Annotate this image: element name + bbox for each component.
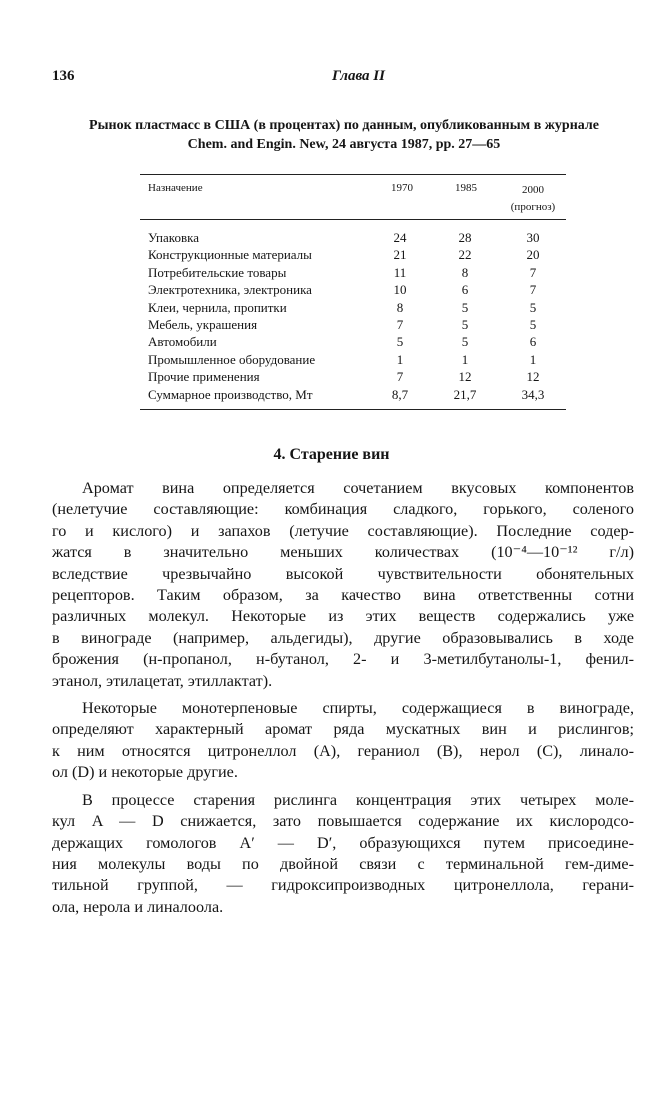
value-1985-cell: 1: [461, 351, 469, 367]
text-line: ола, нерола и линалоола.: [52, 897, 224, 916]
text-line: ол (D) и некоторые другие.: [52, 763, 238, 782]
value-2000-cell: 30: [526, 230, 540, 245]
caption-line: Рынок пластмасс в США (в процентах) по данным, опубликованным в журнале: [89, 118, 599, 133]
table-row: [140, 316, 566, 333]
table-row: [140, 246, 566, 263]
text-line: определяют характерный аромат ряда мускатных вин и рислингов;: [52, 720, 634, 739]
value-1970-cell: 7: [396, 316, 404, 332]
text-line: различных молекул. Некоторые из этих веществ содержались уже: [52, 607, 634, 626]
text-line: рецепторов. Таким образом, за качество вина ответственны сотни: [52, 586, 634, 605]
table-row: [140, 264, 566, 281]
value-2000-cell: 12: [526, 369, 540, 385]
text-line: го и кислого) и запахов (летучие составляющие). Последние содер-: [52, 521, 634, 540]
text-line: Некоторые монотерпеновые спирты, содержащиеся в винограде,: [82, 699, 634, 718]
header-2000-note: (прогноз): [510, 201, 556, 213]
text-line: (нелетучие составляющие: комбинация сладкого, горького, соленого: [52, 500, 634, 519]
text-line: В процессе старения рислинга концентрация этих четырех моле-: [82, 790, 634, 809]
value-1970-cell: 7: [396, 369, 404, 385]
table-row: [140, 386, 566, 403]
running-head: Глава II: [332, 68, 385, 84]
value-1985-cell: 5: [461, 316, 469, 332]
row-name-cell: Конструкционные материалы: [148, 247, 312, 263]
value-1970-cell: 21: [393, 247, 407, 263]
table-bottom-rule: [140, 409, 566, 410]
value-2000-cell: 1: [529, 351, 537, 367]
value-1985-cell: 6: [461, 282, 469, 298]
row-name-cell: Мебель, украшения: [148, 316, 258, 332]
value-1970-cell: 24: [393, 230, 407, 245]
value-1970-cell: 11: [393, 264, 407, 280]
paragraph: [52, 790, 634, 918]
table-row: [140, 333, 566, 350]
header-purpose: Назначение: [148, 182, 203, 194]
row-name-cell: Прочие применения: [148, 369, 260, 385]
value-1970-cell: 10: [393, 282, 407, 298]
value-2000-cell: 20: [526, 247, 540, 263]
value-2000-cell: 5: [529, 316, 537, 332]
table-row: [140, 368, 566, 385]
value-2000-cell: 5: [529, 299, 537, 315]
value-1985-cell: 28: [458, 230, 472, 245]
value-1985-cell: 22: [458, 247, 472, 263]
value-1970-cell: 1: [396, 351, 404, 367]
text-line: этанол, этилацетат, этиллактат).: [52, 671, 273, 690]
value-2000-cell: 7: [529, 264, 537, 280]
row-name-cell: Автомобили: [148, 334, 217, 350]
paragraph: [52, 478, 634, 692]
value-1970-cell: 8: [396, 299, 404, 315]
table-header-row: [140, 175, 566, 219]
value-2000-cell: 34,3: [521, 386, 545, 402]
page-number: 136: [52, 68, 75, 84]
text-line: к ним относятся цитронеллол (A), гераниол (B), нерол (C), линало-: [52, 741, 634, 760]
text-line: брожения (н-пропанол, н-бутанол, 2- и 3-метилбутанолы-1, фенил-: [52, 650, 634, 669]
caption-line: Chem. and Engin. New, 24 августа 1987, pp. 27—65: [187, 137, 501, 152]
table-row: [140, 229, 566, 246]
header-2000-year: 2000: [522, 184, 544, 196]
header-2000: [508, 182, 558, 216]
table-row: [140, 281, 566, 298]
row-name-cell: Потребительские товары: [148, 264, 287, 280]
row-name-cell: Суммарное производство, Мт: [148, 386, 313, 402]
table-row: [140, 299, 566, 316]
paragraph: [52, 698, 634, 784]
header-1970: 1970: [391, 182, 413, 194]
value-1985-cell: 5: [461, 299, 469, 315]
value-1985-cell: 21,7: [453, 386, 477, 402]
row-name-cell: Промышленное оборудование: [148, 351, 316, 367]
table-body: [140, 220, 566, 409]
plastics-market-table: [140, 174, 566, 410]
value-2000-cell: 7: [529, 282, 537, 298]
value-2000-cell: 6: [529, 334, 537, 350]
row-name-cell: Электротехника, электроника: [148, 282, 312, 298]
page-header: [52, 68, 633, 88]
text-line: вследствие чрезвычайно высокой чувствительности обонятельных: [52, 564, 634, 583]
text-line: жатся в значительно меньших количествах (10⁻⁴—10⁻¹² г/л): [52, 543, 634, 562]
text-line: держащих гомологов A′ — D′, образующихся путем присоедине-: [52, 833, 634, 852]
value-1970-cell: 5: [396, 334, 404, 350]
body-text: [52, 478, 634, 924]
value-1985-cell: 5: [461, 334, 469, 350]
table-row: [140, 351, 566, 368]
text-line: кул A — D снижается, зато повышается содержание их кислородсо-: [52, 812, 634, 831]
text-line: в винограде (например, альдегиды), другие образовывались в ходе: [52, 628, 634, 647]
value-1985-cell: 8: [461, 264, 469, 280]
row-name-cell: Упаковка: [148, 230, 199, 245]
text-line: Аромат вина определяется сочетанием вкусовых компонентов: [82, 479, 634, 497]
text-line: тильной группой, — гидроксипроизводных цитронеллола, герани-: [52, 876, 634, 895]
value-1970-cell: 8,7: [391, 386, 409, 402]
header-1985: 1985: [455, 182, 477, 194]
text-line: ния молекулы воды по двойной связи с терминальной гем-диме-: [52, 854, 634, 873]
section-title: 4. Старение вин: [273, 446, 390, 463]
table-caption: [48, 116, 640, 154]
row-name-cell: Клеи, чернила, пропитки: [148, 299, 287, 315]
value-1985-cell: 12: [458, 369, 472, 385]
